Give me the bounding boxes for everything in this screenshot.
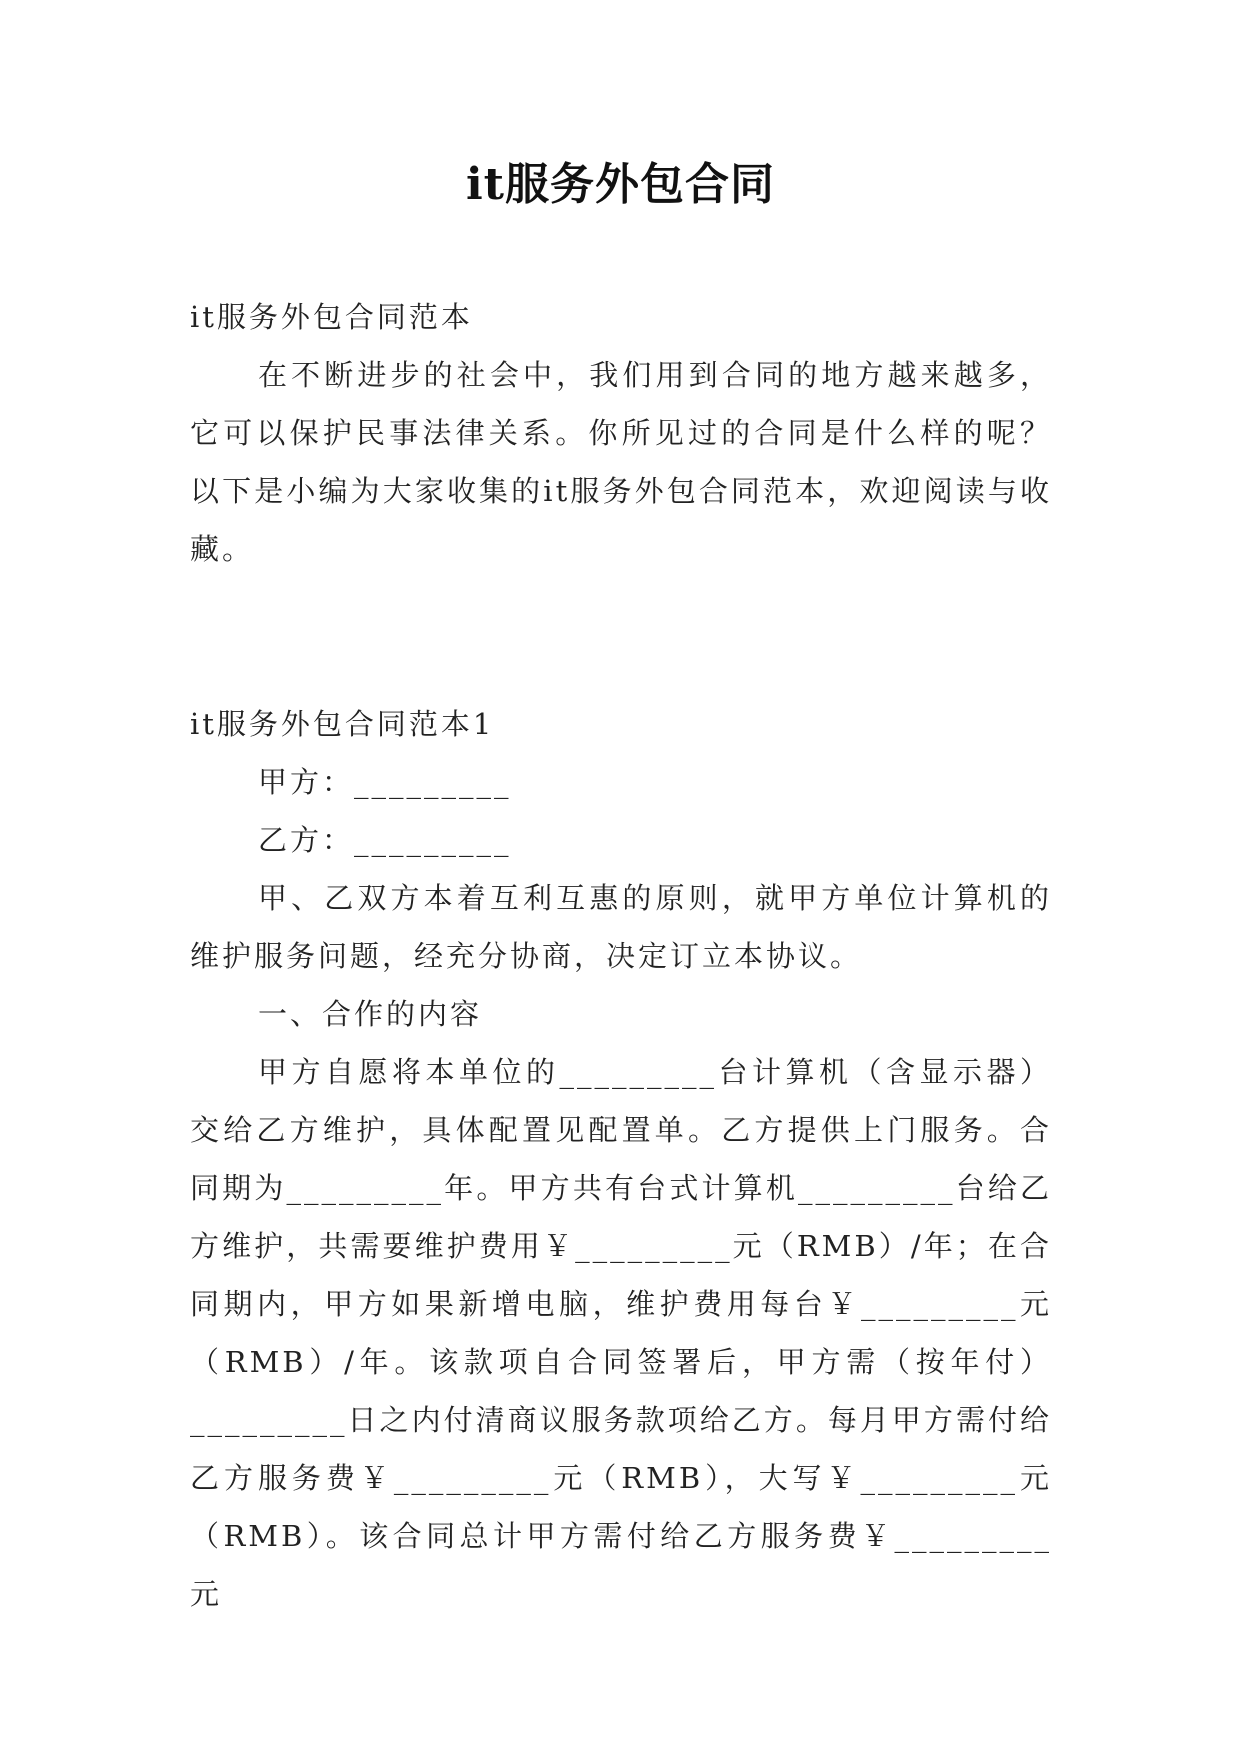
section1-title: 一、合作的内容: [258, 997, 483, 1031]
intro-paragraph: 在不断进步的社会中，我们用到合同的地方越来越多，它可以保护民事法律关系。你所见过的合同是什么样的呢？以下是小编为大家收集的it服务外包合同范本，欢迎阅读与收藏。: [190, 358, 1052, 566]
party-b-line: 乙方：_________: [258, 823, 512, 857]
sample1-section: [190, 695, 1052, 1623]
preamble-paragraph: 甲、乙双方本着互利互惠的原则，就甲方单位计算机的维护服务问题，经充分协商，决定订立本协议。: [190, 881, 1052, 973]
party-a-line: 甲方：_________: [258, 765, 512, 799]
intro-heading: it服务外包合同范本: [190, 300, 473, 334]
intro-section: [190, 288, 1052, 578]
section1-body: 甲方自愿将本单位的_________台计算机（含显示器）交给乙方维护，具体配置见配置单。乙方提供上门服务。合同期为_________年。甲方共有台式计算机_________台给乙方维护，共需要维护费用￥_________元（RMB）/年；在合同期内，甲方如果新增电脑，维护费用每台￥_________元（RMB）/年。该款项自合同签署后，甲方需（按年付）_________日之内付清商议服务款项给乙方。每月甲方需付给乙方服务费￥_________元（RMB），大写￥_________元（RMB）。该合同总计甲方需付给乙方服务费￥_________元: [190, 1055, 1052, 1611]
sample1-heading: it服务外包合同范本1: [190, 707, 495, 741]
document-title: it服务外包合同: [465, 159, 776, 210]
